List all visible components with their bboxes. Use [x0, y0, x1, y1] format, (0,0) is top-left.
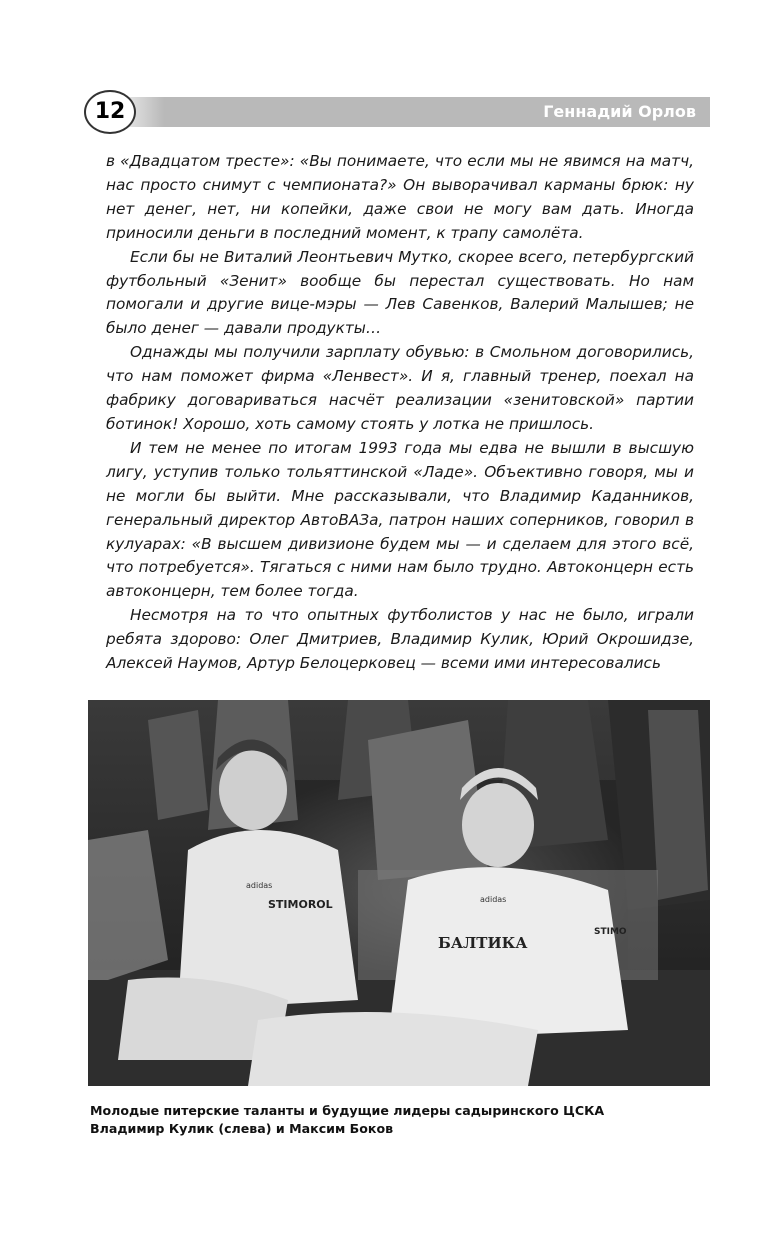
jersey-right-brand: adidas [480, 895, 507, 904]
page-header [84, 90, 710, 134]
caption-line-1: Молодые питерские таланты и будущие лидеры садыринского ЦСКА [90, 1103, 605, 1118]
photo-illustration [88, 700, 710, 1086]
page-number: 12 [94, 99, 126, 124]
paragraph-1: в «Двадцатом тресте»: «Вы понимаете, что если мы не явимся на матч, нас просто снимут с чемпионата?» Он выворачивал карманы брюк: ну нет денег, нет, ни копейки, даже свои не могу вам дать. Иногда приносили деньги в последний момент, к трапу самолёта. [106, 152, 694, 242]
running-head-author: Геннадий Орлов [543, 102, 696, 121]
jersey-right-sleeve: STIMO [594, 927, 627, 937]
jersey-left-brand: adidas [246, 881, 273, 890]
paragraph-4: И тем не менее по итогам 1993 года мы едва не вышли в высшую лигу, уступив только тольяттинской «Ладе». Объективно говоря, мы и не могли бы выйти. Мне рассказывали, что Владимир Каданников, генеральный директор АвтоВАЗа, патрон наших соперников, говорил в кулуарах: «В высшем дивизионе будем мы — и сделаем для этого всё, что потребуется». Тягаться с ними нам было трудно. Автоконцерн есть автоконцерн, тем более тогда. [106, 438, 694, 601]
photo-two-players-locker-room [88, 700, 710, 1086]
jersey-right-sponsor: БАЛТИКА [438, 934, 528, 952]
paragraph-2: Если бы не Виталий Леонтьевич Мутко, скорее всего, петербургский футбольный «Зенит» вообще бы перестал существовать. Но нам помогали и другие вице-мэры — Лев Савенков, Валерий Малышев; не было денег — давали продукты… [106, 247, 694, 338]
jersey-left-sponsor: STIMOROL [268, 898, 333, 911]
photo-caption [90, 1102, 710, 1138]
body-text [106, 150, 694, 676]
paragraph-5: Несмотря на то что опытных футболистов у нас не было, играли ребята здорово: Олег Дмитриев, Владимир Кулик, Юрий Окрошидзе, Алексей Наумов, Артур Белоцерковец — всеми ими интересовались [106, 606, 694, 673]
caption-line-2: Владимир Кулик (слева) и Максим Боков [90, 1121, 394, 1136]
paragraph-3: Однажды мы получили зарплату обувью: в Смольном договорились, что нам поможет фирма «Ленвест». И я, главный тренер, поехал на фабрику договариваться насчёт реализации «зенитовской» партии ботинок! Хорошо, хоть самому стоять у лотка не пришлось. [106, 343, 694, 433]
